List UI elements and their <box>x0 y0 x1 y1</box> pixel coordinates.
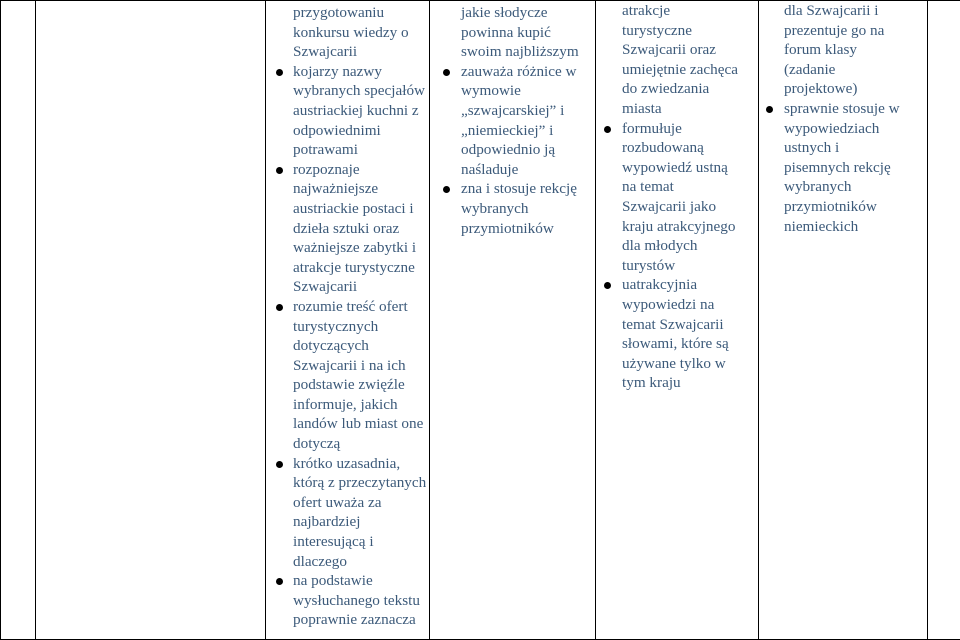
text-line: zna i stosuje rekcję <box>461 179 591 199</box>
text-line: pisemnych rekcję <box>784 158 923 178</box>
text-line: dla Szwajcarii i <box>784 1 923 21</box>
text-line: formułuje <box>622 119 754 139</box>
text-line: kojarzy nazwy <box>293 62 425 82</box>
text-line: ustnych i <box>784 138 923 158</box>
text-line: najbardziej <box>293 512 425 532</box>
text-line: naśladuje <box>461 160 591 180</box>
text-line: przymiotników <box>461 219 591 239</box>
cell-level-4 <box>759 1 928 640</box>
text-line: (zadanie <box>784 60 923 80</box>
text-line: miasta <box>622 99 754 119</box>
text-line: rozbudowaną <box>622 138 754 158</box>
text-line: dzieła sztuki oraz <box>293 219 425 239</box>
text-line: prezentuje go na <box>784 21 923 41</box>
text-line: „szwajcarskiej” i <box>461 101 591 121</box>
text-line: austriackiej kuchni z <box>293 101 425 121</box>
text-line: atrakcje turystyczne <box>293 258 425 278</box>
text-line: temat Szwajcarii <box>622 315 754 335</box>
text-line: wypowiedź ustną <box>622 158 754 178</box>
bullet-item <box>759 99 923 236</box>
text-line: słowami, które są <box>622 334 754 354</box>
text-line: turystycznych <box>293 317 425 337</box>
bullet-item <box>266 454 425 572</box>
text-line: na podstawie <box>293 571 425 591</box>
text-line: wybranych <box>784 177 923 197</box>
bullet-item <box>596 275 754 393</box>
text-line: uatrakcyjnia <box>622 275 754 295</box>
text-line: „niemieckiej” i <box>461 121 591 141</box>
text-line: przymiotników <box>784 197 923 217</box>
text-line: sprawnie stosuje w <box>784 99 923 119</box>
text-line: rozumie treść ofert <box>293 297 425 317</box>
text-line: tym kraju <box>622 373 754 393</box>
text-line: powinna kupić <box>461 23 591 43</box>
text-line: niemieckich <box>784 217 923 237</box>
text-line: potrawami <box>293 140 425 160</box>
text-line: kraju atrakcyjnego <box>622 217 754 237</box>
empty-cell-right <box>928 1 960 640</box>
continued-text <box>596 1 754 119</box>
text-line: wypowiedziach <box>784 119 923 139</box>
text-line: turystyczne <box>622 21 754 41</box>
text-line: landów lub miast one <box>293 414 425 434</box>
text-line: Szwajcarii <box>293 42 425 62</box>
bullet-item <box>596 119 754 276</box>
text-line: rozpoznaje <box>293 160 425 180</box>
text-line: swoim najbliższym <box>461 42 591 62</box>
text-line: najważniejsze <box>293 179 425 199</box>
text-line: poprawnie zaznacza <box>293 610 425 630</box>
text-line: krótko uzasadnia, <box>293 454 425 474</box>
text-line: odpowiednimi <box>293 121 425 141</box>
bullet-item <box>266 160 425 297</box>
text-line: konkursu wiedzy o <box>293 23 425 43</box>
text-line: Szwajcarii <box>293 277 425 297</box>
table-row <box>1 1 960 640</box>
text-line: dla młodych <box>622 236 754 256</box>
text-line: wybranych <box>461 199 591 219</box>
text-line: wybranych specjałów <box>293 81 425 101</box>
text-line: Szwajcarii oraz <box>622 40 754 60</box>
bullet-item <box>266 297 425 454</box>
text-line: ważniejsze zabytki i <box>293 238 425 258</box>
empty-cell-left <box>1 1 36 640</box>
cell-level-1 <box>266 1 430 640</box>
text-line: interesującą i <box>293 532 425 552</box>
text-line: podstawie zwięźle <box>293 375 425 395</box>
continued-text <box>430 3 591 62</box>
text-line: austriackie postaci i <box>293 199 425 219</box>
text-line: wysłuchanego tekstu <box>293 591 425 611</box>
text-line: dotyczą <box>293 434 425 454</box>
text-line: informuje, jakich <box>293 395 425 415</box>
text-line: wypowiedzi na <box>622 295 754 315</box>
text-line: dlaczego <box>293 552 425 572</box>
bullet-item <box>266 571 425 630</box>
text-line: ofert uważa za <box>293 493 425 513</box>
text-line: odpowiednio ją <box>461 140 591 160</box>
bullet-item <box>266 62 425 160</box>
text-line: do zwiedzania <box>622 79 754 99</box>
text-line: Szwajcarii jako <box>622 197 754 217</box>
text-line: forum klasy <box>784 40 923 60</box>
text-line: na temat <box>622 177 754 197</box>
text-line: atrakcje <box>622 1 754 21</box>
empty-cell-topic <box>36 1 266 640</box>
text-line: Szwajcarii i na ich <box>293 356 425 376</box>
continued-text <box>266 3 425 62</box>
bullet-item <box>430 62 591 180</box>
bullet-item <box>430 179 591 238</box>
continued-text <box>759 1 923 99</box>
text-line: zauważa różnice w <box>461 62 591 82</box>
text-line: używane tylko w <box>622 354 754 374</box>
cell-level-3 <box>596 1 759 640</box>
text-line: umiejętnie zachęca <box>622 60 754 80</box>
text-line: dotyczących <box>293 336 425 356</box>
text-line: jakie słodycze <box>461 3 591 23</box>
cell-level-2 <box>430 1 596 640</box>
text-line: wymowie <box>461 81 591 101</box>
text-line: projektowe) <box>784 79 923 99</box>
text-line: turystów <box>622 256 754 276</box>
text-line: którą z przeczytanych <box>293 473 425 493</box>
text-line: przygotowaniu <box>293 3 425 23</box>
